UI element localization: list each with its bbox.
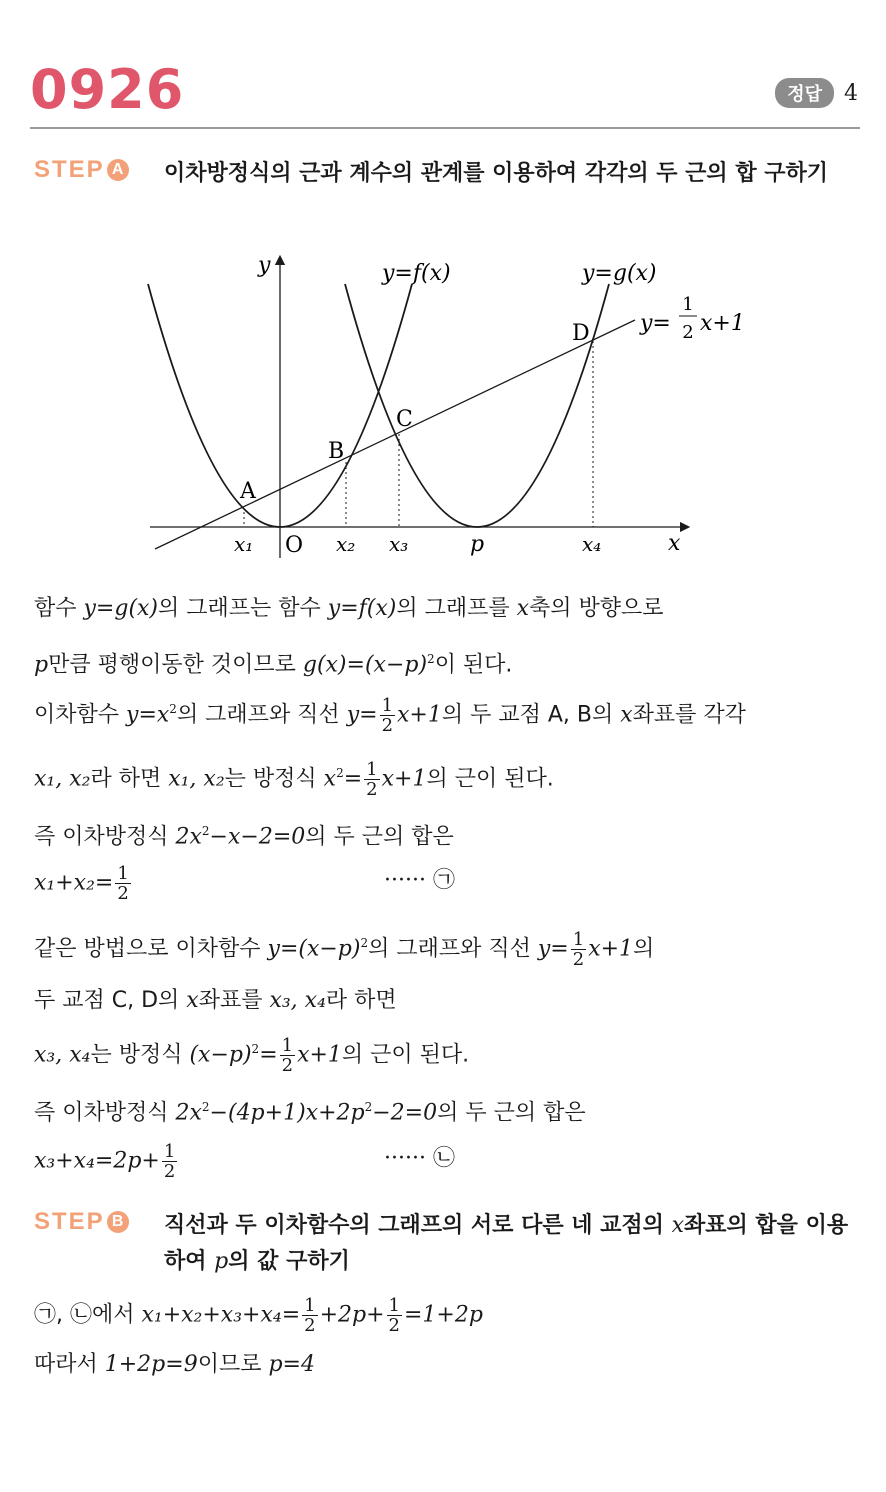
- line-half-x-plus-1: [155, 320, 635, 549]
- line-12: ㉠, ㉡에서 x₁+x₂+x₃+x₄= $\frac{1}{2}$ +2p+ $\frac{1}{2}$ =1+2p: [34, 1295, 483, 1336]
- line-5: 즉 이차방정식 $2x^2-x-2=0$의 두 근의 합은: [34, 824, 454, 850]
- answer-box: [775, 78, 858, 108]
- step-a: [34, 156, 854, 192]
- curve-g: [345, 284, 609, 527]
- svg-text:2: 2: [682, 322, 694, 343]
- line-1: 함수 y=g(x)의 그래프는 함수 y=f(x)의 그래프를 x축의 방향으로: [34, 596, 664, 621]
- tick-x1: x₁: [234, 532, 254, 556]
- point-c: C: [396, 407, 413, 432]
- step-a-title: 이차방정식의 근과 계수의 관계를 이용하여 각각의 두 근의 합 구하기: [164, 161, 828, 186]
- line-8: 두 교점 C, D의 x좌표를 x₃, x₄라 하면: [34, 988, 397, 1013]
- y-axis-label: y: [258, 253, 271, 278]
- tick-x2: x₂: [336, 532, 356, 556]
- tick-p: p: [470, 532, 485, 557]
- line-11: x₃+x₄=2p+ $\frac{1}{2}$ ······ ㉡: [34, 1141, 455, 1182]
- origin-label: O: [285, 533, 304, 558]
- svg-text:x+1: x+1: [700, 311, 745, 336]
- fraction-half: $\frac{1}{2}$: [572, 928, 585, 970]
- step-b-title: 직선과 두 이차함수의 그래프의 서로 다른 네 교점의 x좌표의 합을 이용하여 p의 값 구하기: [164, 1213, 849, 1274]
- step-b: [34, 1208, 854, 1280]
- marker-1: ······ ㉠: [384, 868, 455, 893]
- x-axis-label: x: [668, 531, 681, 556]
- marker-2: ······ ㉡: [384, 1146, 455, 1171]
- fraction-half: $\frac{1}{2}$: [117, 863, 129, 904]
- tick-x3: x₃: [389, 532, 409, 556]
- step-a-letter-icon: A: [107, 159, 129, 181]
- header-divider: [30, 127, 860, 129]
- line-label: [639, 294, 745, 343]
- step-b-letter-icon: B: [107, 1211, 129, 1233]
- fraction-half: $\frac{1}{2}$: [381, 694, 394, 736]
- answer-value: 4: [844, 80, 858, 106]
- f-label: y=f(x): [382, 261, 451, 286]
- svg-text:y=: y=: [640, 311, 671, 336]
- fraction-half: $\frac{1}{2}$: [388, 1295, 400, 1336]
- g-label: y=g(x): [582, 261, 657, 286]
- fraction-half: $\frac{1}{2}$: [366, 758, 378, 800]
- line-7: 같은 방법으로 이차함수 $y=(x-p)^2$의 그래프와 직선 y= $\frac{1}{2}$ x+1의: [34, 928, 655, 970]
- step-a-tag: STEP A: [34, 156, 164, 184]
- point-a: A: [240, 479, 256, 504]
- line-2: p만큼 평행이동한 것이므로 $g(x)=(x-p)^2$이 된다.: [34, 652, 513, 678]
- svg-text:1: 1: [682, 294, 694, 315]
- point-d: D: [572, 321, 590, 346]
- line-10: 즉 이차방정식 $2x^2-(4p+1)x+2p^2-2=0$의 두 근의 합은: [34, 1100, 586, 1126]
- parabola-graph: [130, 248, 745, 568]
- line-6: x₁+x₂= $\frac{1}{2}$ ······ ㉠: [34, 863, 455, 904]
- point-b: B: [328, 439, 345, 464]
- line-4: x₁, x₂라 하면 x₁, x₂는 방정식 $x^2=$ $\frac{1}{2}$ x+1의 근이 된다.: [34, 758, 554, 800]
- fraction-half: $\frac{1}{2}$: [281, 1034, 294, 1076]
- step-b-tag: STEP B: [34, 1208, 164, 1236]
- fraction-half: $\frac{1}{2}$: [304, 1295, 316, 1336]
- line-9: x₃, x₄는 방정식 $(x-p)^2=$ $\frac{1}{2}$ x+1의 근이 된다.: [34, 1034, 470, 1076]
- tick-x4: x₄: [582, 532, 602, 556]
- line-13: 따라서 1+2p=9이므로 p=4: [34, 1352, 315, 1377]
- line-3: 이차함수 $y=x^2$의 그래프와 직선 y= $\frac{1}{2}$ x+1의 두 교점 A, B의 x좌표를 각각: [34, 694, 746, 736]
- fraction-half: $\frac{1}{2}$: [163, 1141, 176, 1182]
- answer-badge: 정답: [775, 78, 834, 108]
- problem-number: 0926: [30, 58, 185, 121]
